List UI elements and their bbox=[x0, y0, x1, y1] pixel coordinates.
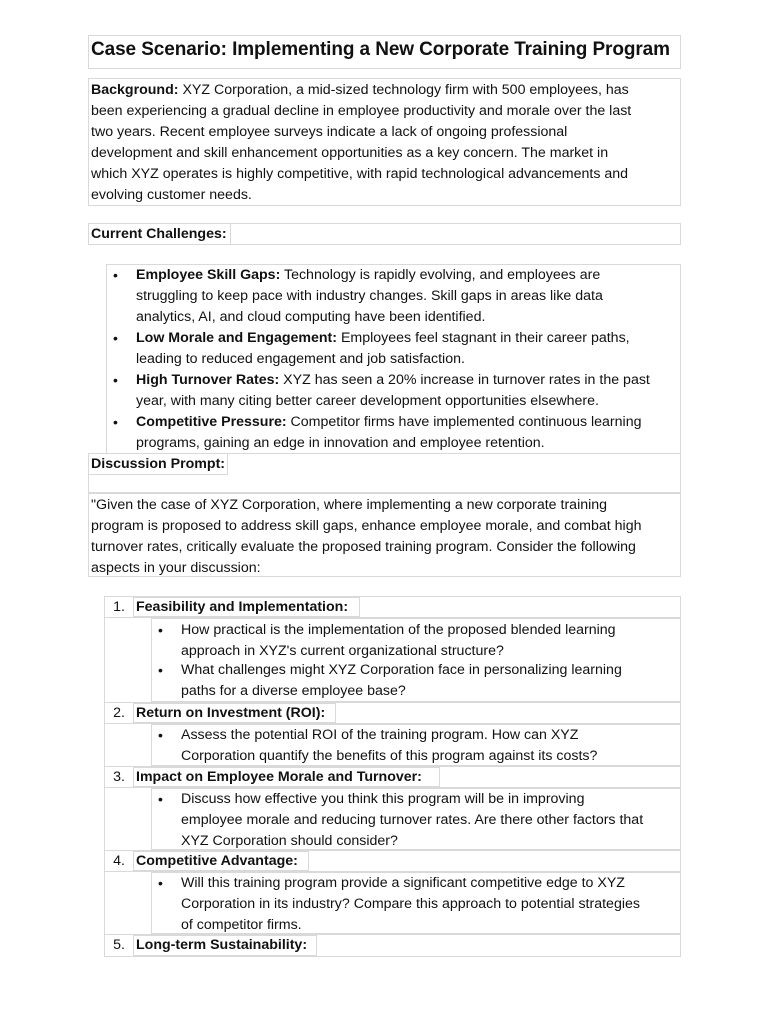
aspect-3-label: Impact on Employee Morale and Turnover: bbox=[136, 769, 422, 785]
aspect-2-bullet-0-line-0: Assess the potential ROI of the training program. How can XYZ bbox=[181, 727, 579, 743]
aspect-1-bullet-0-line-0: How practical is the implementation of the proposed blended learning bbox=[181, 622, 616, 638]
bullet-icon: • bbox=[158, 791, 163, 807]
background-line-3: development and skill enhancement opportunities as a key concern. The market in bbox=[91, 145, 609, 161]
aspect-4-number: 4. bbox=[113, 853, 125, 869]
challenge-item-2-line-0: High Turnover Rates: XYZ has seen a 20% increase in turnover rates in the past bbox=[136, 372, 650, 388]
background-line-1: been experiencing a gradual decline in employee productivity and morale over the last bbox=[91, 103, 632, 119]
challenge-item-2-line-1: year, with many citing better career development opportunities elsewhere. bbox=[136, 393, 599, 409]
aspect-2-label: Return on Investment (ROI): bbox=[136, 705, 326, 721]
bullet-icon: • bbox=[113, 372, 118, 388]
bullet-icon: • bbox=[158, 622, 163, 638]
aspect-4-bullet-0-line-2: of competitor firms. bbox=[181, 917, 302, 933]
aspect-3-bullet-0-line-0: Discuss how effective you think this program will be in improving bbox=[181, 791, 585, 807]
background-label: Background: bbox=[91, 82, 179, 98]
prompt-line-1: program is proposed to address skill gaps, enhance employee morale, and combat high bbox=[91, 518, 642, 534]
aspect-1-bullet-1-line-0: What challenges might XYZ Corporation face in personalizing learning bbox=[181, 662, 622, 678]
bullet-icon: • bbox=[113, 267, 118, 283]
bullet-icon: • bbox=[158, 662, 163, 678]
challenge-item-1-line-0: Low Morale and Engagement: Employees feel stagnant in their career paths, bbox=[136, 330, 630, 346]
challenge-item-0-line-1: struggling to keep pace with industry changes. Skill gaps in areas like data bbox=[136, 288, 603, 304]
challenges-heading: Current Challenges: bbox=[91, 226, 227, 242]
challenge-item-1-line-1: leading to reduced engagement and job satisfaction. bbox=[136, 351, 465, 367]
aspect-1-label: Feasibility and Implementation: bbox=[136, 599, 349, 615]
prompt-line-2: turnover rates, critically evaluate the proposed training program. Consider the following bbox=[91, 539, 636, 555]
bullet-icon: • bbox=[158, 875, 163, 891]
aspect-2-number: 2. bbox=[113, 705, 125, 721]
bullet-icon: • bbox=[158, 727, 163, 743]
aspect-1-bullet-1-line-1: paths for a diverse employee base? bbox=[181, 683, 406, 699]
prompt-heading: Discussion Prompt: bbox=[91, 456, 226, 472]
challenge-item-3-line-0: Competitive Pressure: Competitor firms have implemented continuous learning bbox=[136, 414, 642, 430]
background-line-0: Background: XYZ Corporation, a mid-sized technology firm with 500 employees, has bbox=[91, 82, 629, 98]
aspect-5-number: 5. bbox=[113, 937, 125, 953]
bullet-icon: • bbox=[113, 414, 118, 430]
background-line-2: two years. Recent employee surveys indicate a lack of ongoing professional bbox=[91, 124, 568, 140]
aspect-3-bullet-0-line-1: employee morale and reducing turnover rates. Are there other factors that bbox=[181, 812, 644, 828]
challenge-item-0-line-2: analytics, AI, and cloud computing have been identified. bbox=[136, 309, 486, 325]
bullet-icon: • bbox=[113, 330, 118, 346]
aspect-1-bullet-0-line-1: approach in XYZ's current organizational structure? bbox=[181, 643, 504, 659]
background-line-4: which XYZ operates is highly competitive, with rapid technological advancements and bbox=[91, 166, 629, 182]
aspect-4-label: Competitive Advantage: bbox=[136, 853, 298, 869]
aspect-4-bullet-0-line-0: Will this training program provide a significant competitive edge to XYZ bbox=[181, 875, 625, 891]
aspect-1-number: 1. bbox=[113, 599, 125, 615]
aspect-5-label: Long-term Sustainability: bbox=[136, 937, 308, 953]
challenge-item-3-line-1: programs, gaining an edge in innovation and employee retention. bbox=[136, 435, 545, 451]
challenge-item-0-line-0: Employee Skill Gaps: Technology is rapidly evolving, and employees are bbox=[136, 267, 601, 283]
aspect-3-bullet-0-line-2: XYZ Corporation should consider? bbox=[181, 833, 398, 849]
background-line-5: evolving customer needs. bbox=[91, 187, 252, 203]
aspect-4-bullet-0-line-1: Corporation in its industry? Compare this approach to potential strategies bbox=[181, 896, 640, 912]
aspect-2-bullet-0-line-1: Corporation quantify the benefits of this program against its costs? bbox=[181, 748, 598, 764]
page-title: Case Scenario: Implementing a New Corporate Training Program bbox=[91, 39, 670, 60]
aspect-3-number: 3. bbox=[113, 769, 125, 785]
prompt-line-3: aspects in your discussion: bbox=[91, 560, 261, 576]
prompt-line-0: "Given the case of XYZ Corporation, where implementing a new corporate training bbox=[91, 497, 608, 513]
